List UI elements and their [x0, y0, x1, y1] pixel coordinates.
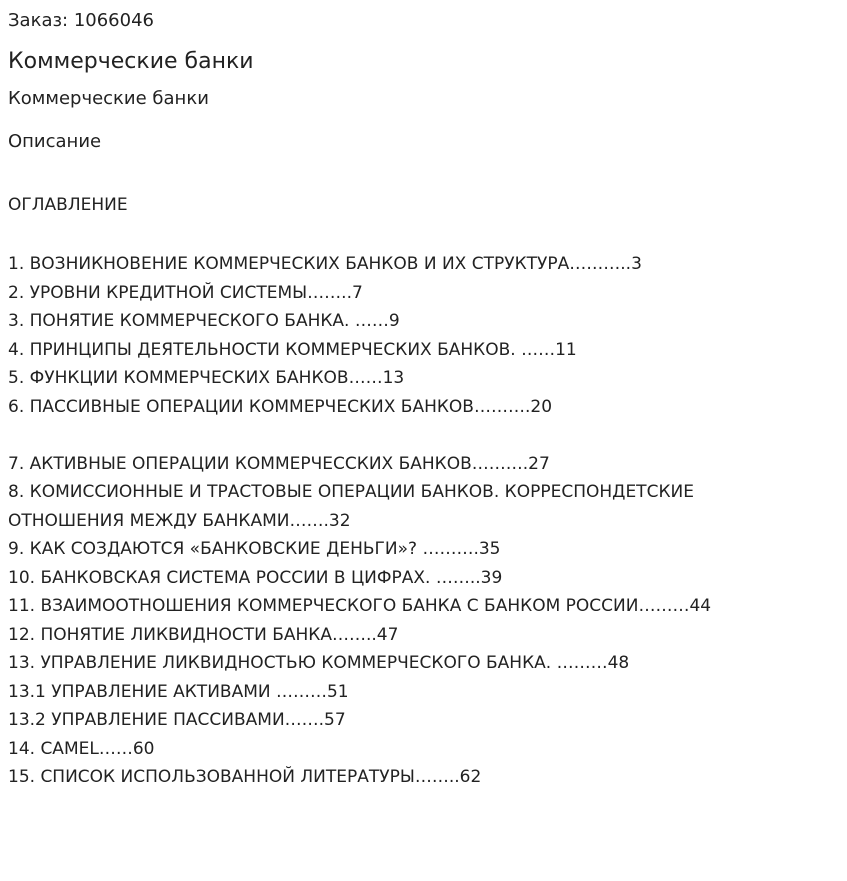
- toc-item: 7. АКТИВНЫЕ ОПЕРАЦИИ КОММЕРЧЕССКИХ БАНКОВ……….27: [8, 453, 550, 474]
- toc-item: 3. ПОНЯТИЕ КОММЕРЧЕСКОГО БАНКА. ……9: [8, 311, 400, 331]
- toc-item: 11. ВЗАИМООТНОШЕНИЯ КОММЕРЧЕСКОГО БАНКА С БАНКОМ РОССИИ………44: [8, 596, 712, 616]
- description-label: Описание: [8, 131, 102, 152]
- toc-item: 13.1 УПРАВЛЕНИЕ АКТИВАМИ ………51: [8, 681, 349, 702]
- order-number: Заказ: 1066046: [8, 10, 154, 31]
- toc-item: 5. ФУНКЦИИ КОММЕРЧЕСКИХ БАНКОВ……13: [8, 368, 405, 388]
- toc-item: 14. CAMEL……60: [8, 738, 155, 759]
- toc-item: 10. БАНКОВСКАЯ СИСТЕМА РОССИИ В ЦИФРАХ. ……..39: [8, 567, 503, 588]
- toc-item: 8. КОМИССИОННЫЕ И ТРАСТОВЫЕ ОПЕРАЦИИ БАНКОВ. КОРРЕСПОНДЕТСКИЕ ОТНОШЕНИЯ МЕЖДУ БАНКАМИ…….32: [8, 482, 694, 531]
- toc-item: 6. ПАССИВНЫЕ ОПЕРАЦИИ КОММЕРЧЕСКИХ БАНКОВ……….20: [8, 396, 553, 417]
- toc-item: 1. ВОЗНИКНОВЕНИЕ КОММЕРЧЕСКИХ БАНКОВ И ИХ СТРУКТУРА………..3: [8, 254, 642, 274]
- page-title: Коммерческие банки: [8, 49, 254, 74]
- toc-item: 12. ПОНЯТИЕ ЛИКВИДНОСТИ БАНКА……..47: [8, 624, 399, 645]
- toc-item: 15. СПИСОК ИСПОЛЬЗОВАННОЙ ЛИТЕРАТУРЫ……..62: [8, 767, 482, 787]
- toc-item: 13.2 УПРАВЛЕНИЕ ПАССИВАМИ…….57: [8, 710, 346, 730]
- page-subtitle: Коммерческие банки: [8, 88, 209, 109]
- toc-item: 2. УРОВНИ КРЕДИТНОЙ СИСТЕМЫ……..7: [8, 282, 363, 303]
- toc-item: 9. КАК СОЗДАЮТСЯ «БАНКОВСКИЕ ДЕНЬГИ»? ……….35: [8, 539, 501, 559]
- toc-item: 4. ПРИНЦИПЫ ДЕЯТЕЛЬНОСТИ КОММЕРЧЕСКИХ БАНКОВ. ……11: [8, 339, 577, 360]
- toc-item: 13. УПРАВЛЕНИЕ ЛИКВИДНОСТЬЮ КОММЕРЧЕСКОГО БАНКА. ………48: [8, 653, 630, 673]
- toc-spacer: [8, 421, 838, 450]
- table-of-contents: [8, 250, 838, 792]
- toc-heading: ОГЛАВЛЕНИЕ: [8, 195, 128, 215]
